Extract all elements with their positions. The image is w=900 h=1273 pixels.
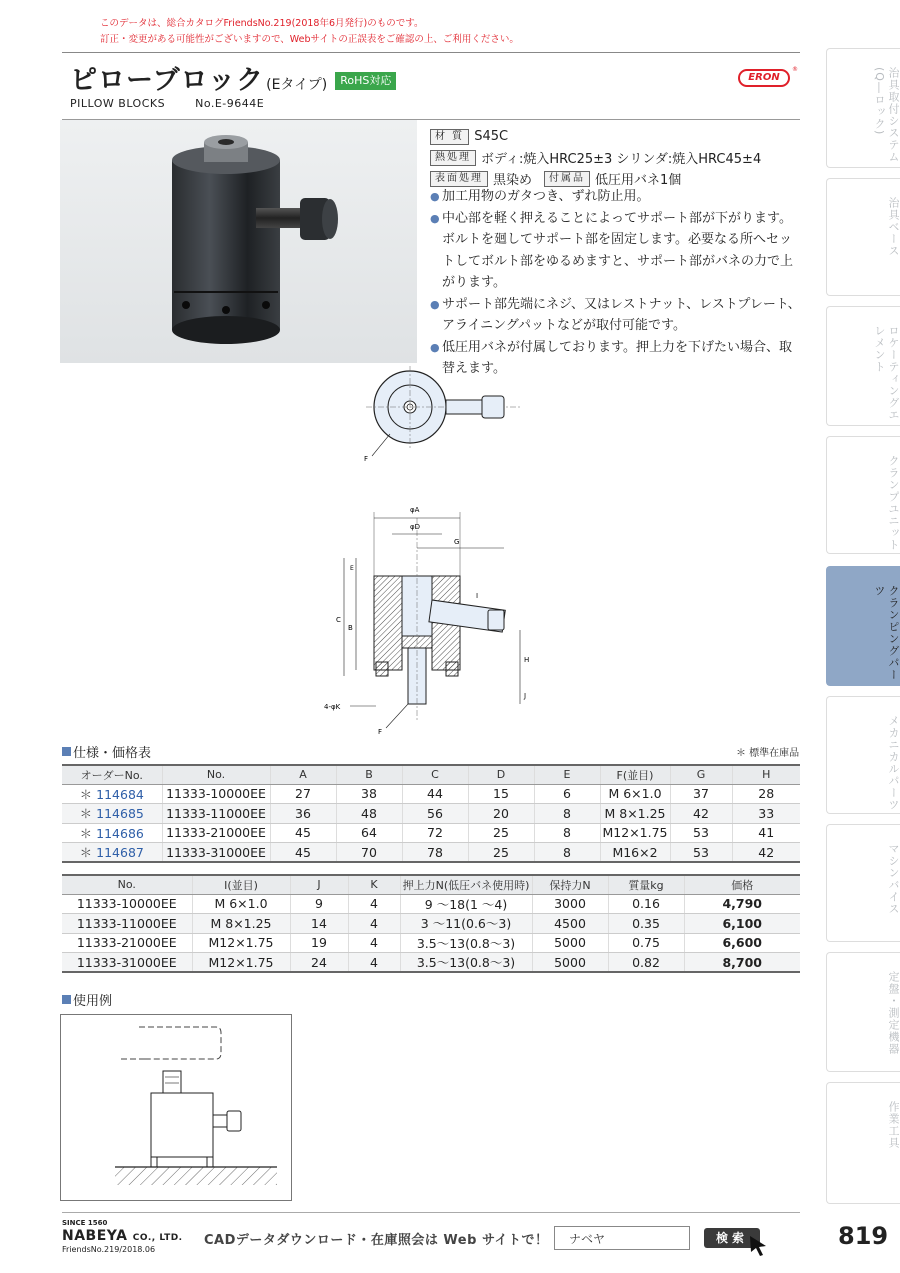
search-input[interactable]: ナベヤ [554,1226,690,1250]
cell: 11333-10000EE [62,894,192,914]
table-header [62,765,800,784]
col-header: 質量kg [608,875,684,894]
cell: 8 [534,843,600,863]
cell: 11333-31000EE [62,953,192,973]
title-divider [62,52,800,53]
label-f: F [378,728,383,736]
material-value: S45C [474,129,509,144]
notice [100,16,620,48]
cell: M12×1.75 [192,933,290,953]
price-cell: 6,100 [684,914,800,934]
cell: 64 [336,823,402,843]
cell: 45 [270,823,336,843]
side-tab-label: クランピングパーツ [873,585,900,681]
cell: 19 [290,933,348,953]
cell: 28 [732,784,800,804]
cell: 0.82 [608,953,684,973]
feature-item: ● 低圧用バネが付属しております。押上力を下げたい場合、取替えます。 [430,337,802,380]
table-row [62,804,800,824]
surface-value: 黒染め [493,173,533,188]
cell: 20 [468,804,534,824]
col-header: J [290,875,348,894]
side-tab-locating-element[interactable] [826,306,900,426]
page-title: ピローブロック [70,65,265,96]
side-tab-surface-plate[interactable] [826,952,900,1072]
cell: 78 [402,843,468,863]
cell: M 8×1.25 [600,804,670,824]
side-tab-jig-mounting[interactable] [826,48,900,168]
catalog-edition: FriendsNo.219/2018.06 [62,1245,156,1254]
col-header: C [402,765,468,784]
notice-line-1: このデータは、総合カタログFriendsNo.219(2018年6月発行)のものです。 [100,18,424,29]
cell: 0.75 [608,933,684,953]
price-table [62,874,800,973]
heat-value: ボディ:焼入HRC25±3 シリンダ:焼入HRC45±4 [481,152,762,167]
table-row [62,914,800,934]
side-tab-label: クランプユニット [887,455,900,551]
spec-section-heading [62,742,151,761]
cell: 5000 [532,953,608,973]
cell: 27 [270,784,336,804]
cell: 36 [270,804,336,824]
cell: 3.5〜13(0.8〜3) [400,933,532,953]
cell: 44 [402,784,468,804]
dimension-table [62,764,800,863]
accessory-label: 付属品 [544,171,590,187]
cell: 3000 [532,894,608,914]
cell: 72 [402,823,468,843]
price-cell: 8,700 [684,953,800,973]
company-logo [62,1228,183,1244]
table-row [62,933,800,953]
col-header: No. [62,875,192,894]
cell: 8 [534,804,600,824]
cell: 11333-21000EE [62,933,192,953]
cell: 25 [468,823,534,843]
side-tab-label: 定盤・測定機器 [887,971,900,1055]
col-header: H [732,765,800,784]
col-header: 保持力N [532,875,608,894]
page-number: 819 [838,1222,889,1250]
material-label: 材 質 [430,129,469,145]
cell: 4 [348,914,400,934]
side-tab-mechanical-parts[interactable] [826,696,900,814]
cell: 9 〜18(1 〜4) [400,894,532,914]
table-row [62,843,800,863]
cell: 3.5〜13(0.8〜3) [400,953,532,973]
notice-line-2: 訂正・変更がある可能性がございますので、Webサイトの正誤表をご確認の上、ご利用ください。 [100,34,519,45]
side-tab-label: マシンバイス [887,843,900,915]
cad-download-text: CADデータダウンロード・在庫照会は Web サイトで！ [204,1233,549,1248]
cell: 45 [270,843,336,863]
side-tab-label: 作業工具 [887,1101,900,1149]
cell: 37 [670,784,732,804]
label-k: 4-φK [324,703,341,711]
cell: M 8×1.25 [192,914,290,934]
order-no: 114685 [96,806,144,822]
cell: M12×1.75 [600,823,670,843]
side-tab-label: 治具取付システム(Q―ロック) [873,67,900,163]
spec-box [430,126,810,189]
stock-star: ＊ [79,786,93,802]
order-no: 114684 [96,786,144,802]
cell: 6 [534,784,600,804]
cell: M12×1.75 [192,953,290,973]
price-cell: 4,790 [684,894,800,914]
spec-section-title: 仕様・価格表 [73,746,152,761]
footer-divider [62,1212,800,1213]
stock-star: ＊ [79,806,93,822]
model-no: No.E-9644E [195,97,265,110]
side-tab-work-tools[interactable] [826,1082,900,1204]
col-header: E [534,765,600,784]
cell: 3 〜11(0.6〜3) [400,914,532,934]
cell: 53 [670,843,732,863]
col-header: 価格 [684,875,800,894]
stock-note: ＊ 標準在庫品 [736,748,800,759]
top-view-drawing [360,362,530,472]
subtitle-en: PILLOW BLOCKS [70,97,166,110]
cell: 24 [290,953,348,973]
label-h: H [524,656,530,664]
label-phi-d: φD [410,523,421,531]
search-button[interactable]: 検索 [704,1228,760,1248]
side-tab-clamp-unit[interactable] [826,436,900,554]
label-f-top: F [364,455,369,463]
col-header: オーダーNo. [62,765,162,784]
label-e: E [350,565,354,572]
cell: 48 [336,804,402,824]
cell: 9 [290,894,348,914]
cell: 4 [348,894,400,914]
stock-star: ＊ [79,825,93,841]
cell: 0.16 [608,894,684,914]
since-label: SINCE 1560 [62,1219,108,1227]
cell: 38 [336,784,402,804]
company-suffix: CO., LTD. [132,1233,183,1243]
heat-label: 熱処理 [430,150,476,166]
cell: 41 [732,823,800,843]
col-header: D [468,765,534,784]
square-bullet-icon [62,747,71,756]
feature-item: ● サポート部先端にネジ、又はレストナット、レストプレート、アライニングパットなどが取付可能です。 [430,294,802,337]
cell: 11333-11000EE [62,914,192,934]
cell: 5000 [532,933,608,953]
eron-logo: ERON [738,69,790,87]
square-bullet-icon [62,995,71,1004]
cell: 11333-21000EE [162,823,270,843]
usage-section-heading [62,990,112,1009]
label-j: J [524,692,527,700]
rohs-badge: RoHS対応 [335,72,396,90]
price-cell: 6,600 [684,933,800,953]
cell: 25 [468,843,534,863]
surface-label: 表面処理 [430,171,488,187]
side-tab-machine-vise[interactable] [826,824,900,942]
table-row [62,953,800,973]
col-header: I(並目) [192,875,290,894]
cell: 4 [348,933,400,953]
cell: 42 [732,843,800,863]
company-name: NABEYA [62,1228,128,1244]
cell: 8 [534,823,600,843]
col-header: B [336,765,402,784]
usage-example-drawing [60,1014,292,1201]
cell: 4500 [532,914,608,934]
col-header: K [348,875,400,894]
cell: 11333-10000EE [162,784,270,804]
side-tab-label: 治具ベース [887,197,900,257]
title-type: (Eタイプ) [266,77,328,93]
label-c: C [336,616,341,624]
cell: 0.35 [608,914,684,934]
feature-list [430,186,802,380]
label-phi-a: φA [410,506,420,514]
section-view-drawing [320,498,550,738]
side-tab-label: メカニカルパーツ [887,715,900,811]
col-header: A [270,765,336,784]
col-header: F(並目) [600,765,670,784]
cell: 56 [402,804,468,824]
product-photo [60,120,417,363]
table-row [62,784,800,804]
cell: M16×2 [600,843,670,863]
cursor-arrow-icon [748,1234,778,1258]
cell: 70 [336,843,402,863]
col-header: G [670,765,732,784]
stock-star: ＊ [79,845,93,860]
side-tab-jig-base[interactable] [826,178,900,296]
order-no: 114686 [96,825,144,841]
cell: 14 [290,914,348,934]
cell: M 6×1.0 [600,784,670,804]
table-row [62,894,800,914]
label-b: B [348,624,353,632]
side-tab-clamping-parts[interactable] [826,566,900,686]
feature-item: ● 加工用物のガタつき、ずれ防止用。 [430,186,802,208]
cell: 15 [468,784,534,804]
accessory-value: 低圧用バネ1個 [595,173,682,188]
cell: 11333-11000EE [162,804,270,824]
cell: 4 [348,953,400,973]
table-row [62,823,800,843]
registered-mark: ® [792,66,798,73]
cell: 53 [670,823,732,843]
subtitle [70,97,290,110]
col-header: 押上力N(低圧バネ使用時) [400,875,532,894]
label-i: I [476,592,479,600]
feature-item: ● 中心部を軽く押えることによってサポート部が下がります。ボルトを廻してサポート部を固定します。必要なる所へセットしてボルト部をゆるめますと、サポート部がバネの力で上がります。 [430,208,802,294]
usage-title: 使用例 [73,994,113,1009]
side-tab-label: ロケーティングエレメント [873,325,900,421]
col-header: No. [162,765,270,784]
order-no: 114687 [96,845,144,860]
label-g: G [454,538,460,546]
title-row [70,60,396,96]
cell: 33 [732,804,800,824]
table-header [62,875,800,894]
cell: M 6×1.0 [192,894,290,914]
cell: 42 [670,804,732,824]
cell: 11333-31000EE [162,843,270,863]
